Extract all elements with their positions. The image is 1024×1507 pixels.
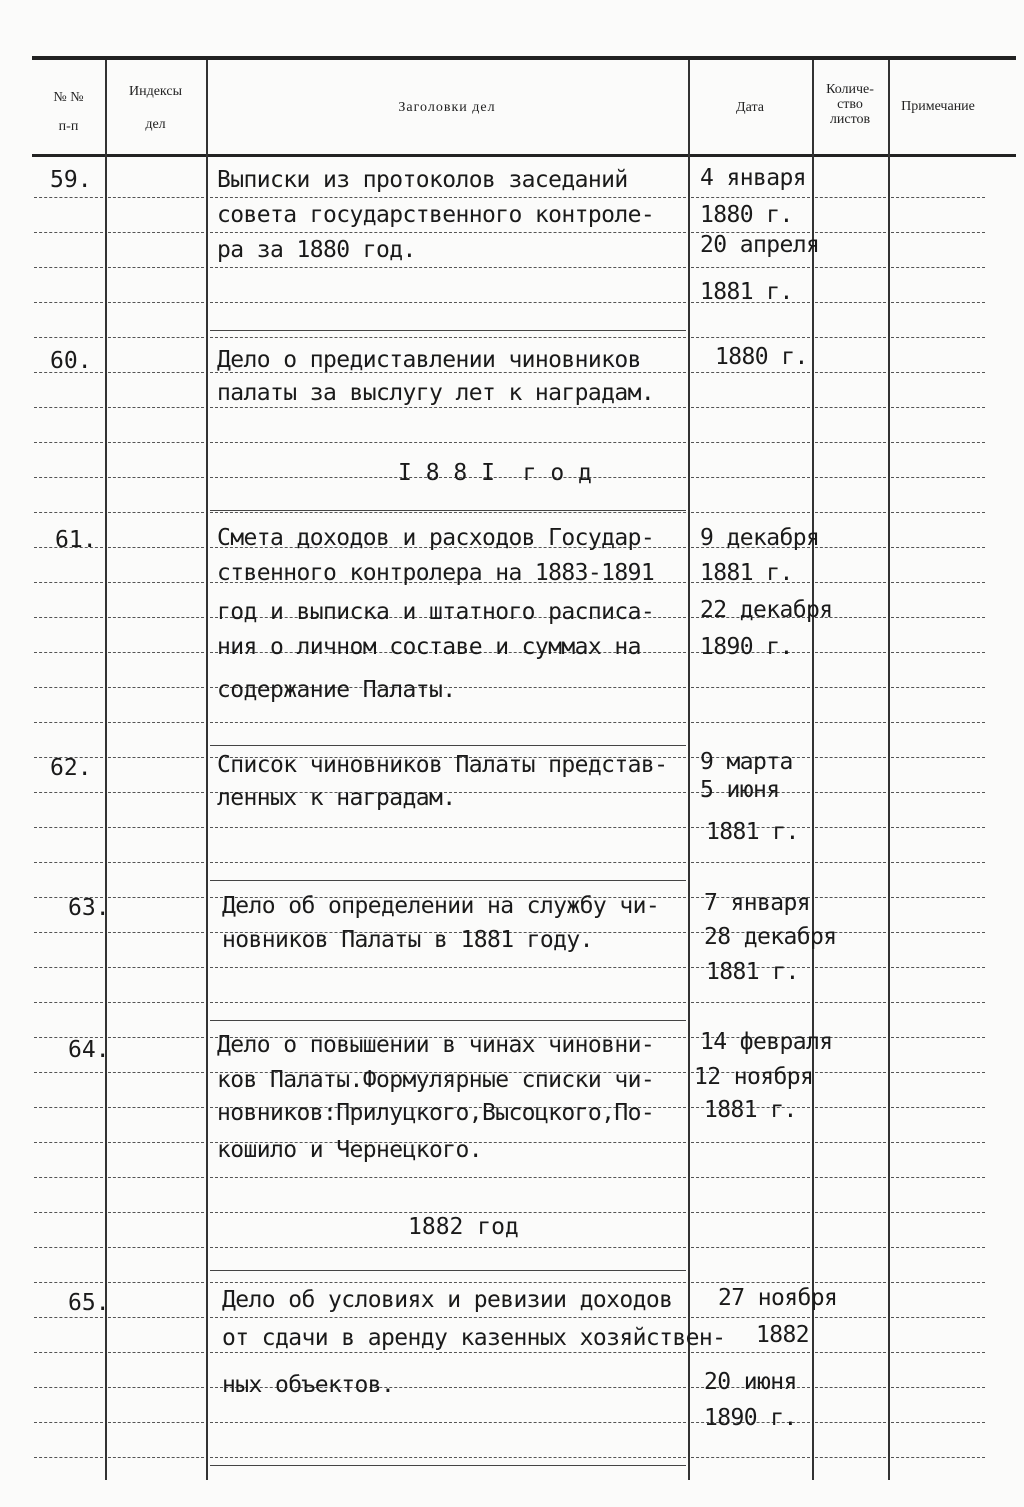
ruled-line [210,967,686,969]
entry-title-line: Дело о предиставлении чиновников [217,347,641,373]
ruled-line [210,267,686,269]
ruled-line [891,827,985,829]
ruled-line [34,792,103,794]
ruled-line [815,897,886,899]
ruled-line [815,512,886,514]
row-separator [210,1270,686,1271]
row-separator [210,1020,686,1021]
ruled-line [34,687,103,689]
ruled-line [210,1317,686,1319]
ruled-line [210,862,686,864]
ruled-line [108,372,204,374]
entry-date-line: 1881 г. [700,560,793,586]
ruled-line [34,407,103,409]
entry-number: 60. [50,348,92,374]
ruled-line [815,337,886,339]
ruled-line [34,1352,103,1354]
ruled-line [210,337,686,339]
ruled-line [815,1142,886,1144]
ruled-line [210,722,686,724]
header-number-label: № № [53,90,84,105]
ruled-line [691,477,810,479]
ruled-line [815,687,886,689]
ruled-line [891,687,985,689]
ruled-line [108,302,204,304]
ruled-line [108,1317,204,1319]
ruled-line [815,1177,886,1179]
ruled-line [108,687,204,689]
entry-title-line: ра за 1880 год. [217,237,416,263]
entry-date-line: 9 декабря [700,525,820,551]
entry-title-line: Дело об условиях и ревизии доходов [222,1287,673,1313]
ruled-line [891,967,985,969]
column-divider [105,60,107,1480]
ruled-line [691,1457,810,1459]
column-divider [888,60,890,1480]
ruled-line [108,1107,204,1109]
ruled-line [691,337,810,339]
ruled-line [108,967,204,969]
ruled-line [815,827,886,829]
entry-title-line: Дело об определении на службу чи- [222,893,660,919]
ruled-line [34,1282,103,1284]
ruled-line [691,687,810,689]
header-index-sub: дел [145,117,166,132]
entry-title-line: палаты за выслугу лет к наградам. [217,380,655,406]
header-index-label: Индексы [128,84,182,99]
ruled-line [210,232,686,234]
ruled-line [815,1387,886,1389]
entry-date-line: 22 декабря [700,597,833,623]
year-heading: 1882 год [408,1214,519,1240]
ruled-line [891,442,985,444]
row-separator [210,880,686,881]
ruled-line [108,267,204,269]
ruled-line [815,1282,886,1284]
ruled-line [815,407,886,409]
entry-number: 59. [50,167,92,193]
ruled-line [891,1247,985,1249]
entry-date-line: 9 марта [700,749,793,775]
ruled-line [891,477,985,479]
ruled-line [815,302,886,304]
entry-title-line: год и выписка и штатного расписа- [217,599,655,625]
ruled-line [210,407,686,409]
ruled-line [210,827,686,829]
ruled-line [108,512,204,514]
ruled-line [108,1142,204,1144]
ruled-line [891,1002,985,1004]
ruled-line [691,407,810,409]
ruled-line [891,1352,985,1354]
ruled-line [891,512,985,514]
entry-date-line: 5 июня [700,777,780,803]
ruled-line [108,232,204,234]
ruled-line [108,792,204,794]
entry-date-line: 14 февраля [700,1029,833,1055]
ruled-line [108,617,204,619]
ruled-line [108,1352,204,1354]
ruled-line [891,862,985,864]
ruled-line [691,267,810,269]
ruled-line [891,372,985,374]
entry-date-line: 1890 г. [700,634,793,660]
ruled-line [108,827,204,829]
ruled-line [815,267,886,269]
header-index [105,82,206,134]
entry-number: 62. [50,755,92,781]
entry-date-line: 1881 г. [704,1097,797,1123]
ruled-line [691,512,810,514]
ruled-line [108,1387,204,1389]
entry-date-line: 1881 г. [706,959,799,985]
entry-number: 65. [68,1290,110,1316]
ruled-line [108,1072,204,1074]
row-separator [210,510,686,511]
entry-date-line: 1890 г. [704,1405,797,1431]
ruled-line [34,512,103,514]
ruled-line [210,512,686,514]
year-heading: I 8 8 I г о д [398,460,592,486]
ruled-line [108,1422,204,1424]
entry-number: 61. [55,527,97,553]
ruled-line [34,477,103,479]
entry-date-line: 27 ноября [718,1285,838,1311]
ruled-line [210,442,686,444]
entry-date-line: 1881 г. [700,279,793,305]
ruled-line [108,1457,204,1459]
ruled-line [815,1072,886,1074]
ruled-line [691,442,810,444]
ruled-line [34,1142,103,1144]
ruled-line [108,1002,204,1004]
ruled-line [34,1002,103,1004]
header-sheets [812,82,888,127]
ruled-line [891,652,985,654]
ruled-line [891,1037,985,1039]
entry-date-line: 12 ноября [694,1064,814,1090]
ruled-line [691,372,810,374]
ruled-line [108,477,204,479]
ruled-line [891,757,985,759]
ruled-line [815,1352,886,1354]
entry-number: 64. [68,1037,110,1063]
ruled-line [891,1282,985,1284]
ruled-line [108,407,204,409]
entry-title-line: совета государственного контроле- [217,202,655,228]
ruled-line [108,897,204,899]
entry-title-line: Список чиновников Палаты представ- [217,752,668,778]
column-divider [688,60,690,1480]
ruled-line [210,1282,686,1284]
entry-date-line: 4 января [700,165,806,191]
ruled-line [691,1317,810,1319]
entry-date-line: 1881 г. [706,819,799,845]
ruled-line [891,1212,985,1214]
ruled-line [891,407,985,409]
ruled-line [815,722,886,724]
ruled-line [210,1247,686,1249]
ruled-line [108,1212,204,1214]
ruled-line [891,1317,985,1319]
ruled-line [108,1247,204,1249]
ruled-line [34,652,103,654]
ruled-line [210,1002,686,1004]
ruled-line [34,967,103,969]
entry-date-line: 20 июня [704,1369,797,1395]
ruled-line [34,827,103,829]
ruled-line [891,1177,985,1179]
ruled-line [691,1002,810,1004]
entry-title-line: Выписки из протоколов заседаний [217,167,628,193]
ruled-line [891,302,985,304]
ruled-line [815,477,886,479]
ruled-line [891,722,985,724]
ruled-line [815,372,886,374]
ruled-line [815,1317,886,1319]
ruled-line [891,1107,985,1109]
ruled-line [815,1107,886,1109]
ruled-line [108,197,204,199]
header-note: Примечание [901,99,975,114]
ruled-line [34,197,103,199]
entry-title-line: ных объектов. [222,1372,395,1398]
ruled-line [815,757,886,759]
ruled-line [891,197,985,199]
entry-date-line: 28 декабря [704,924,837,950]
header-sheets-line: Количе- [826,82,874,97]
entry-date-line: 1880 г. [715,344,808,370]
ruled-line [34,1247,103,1249]
header-date: Дата [736,100,764,115]
column-divider [206,60,208,1480]
header-number [32,88,105,136]
ruled-line [108,757,204,759]
ruled-line [815,1457,886,1459]
ruled-line [691,1142,810,1144]
ruled-line [691,1352,810,1354]
header-bottom-rule [32,154,1016,157]
ruled-line [691,722,810,724]
ruled-line [34,1212,103,1214]
entry-title-line: Дело о повышении в чинах чиновни- [217,1032,655,1058]
header-sheets-line: ство [837,97,863,112]
ruled-line [108,862,204,864]
ruled-line [108,1177,204,1179]
entry-title-line: ния о личном составе и суммах на [217,634,641,660]
entry-title-line: новников Палаты в 1881 году. [222,927,593,953]
ruled-line [210,302,686,304]
ruled-line [108,337,204,339]
entry-date-line: 7 января [704,890,810,916]
entry-date-line: 1880 г. [700,202,793,228]
header-title: Заголовки дел [398,100,496,115]
ruled-line [34,337,103,339]
entry-number: 63. [68,895,110,921]
ruled-line [210,1177,686,1179]
ruled-line [34,1177,103,1179]
ruled-line [815,1422,886,1424]
ruled-line [891,337,985,339]
table-top-rule [32,56,1016,60]
ruled-line [815,862,886,864]
ruled-line [815,652,886,654]
ruled-line [691,862,810,864]
ruled-line [34,1107,103,1109]
ruled-line [34,722,103,724]
row-separator [210,1465,686,1466]
ruled-line [691,1247,810,1249]
ruled-line [891,792,985,794]
ruled-line [891,267,985,269]
ruled-line [891,617,985,619]
ruled-line [34,617,103,619]
ruled-line [815,1247,886,1249]
ruled-line [108,1282,204,1284]
ruled-line [34,302,103,304]
ruled-line [815,232,886,234]
entry-title-line: ков Палаты.Формулярные списки чи- [217,1067,655,1093]
ruled-line [34,582,103,584]
entry-title-line: ленных к наградам. [217,785,456,811]
entry-title-line: ственного контролера на 1883-1891 [217,560,655,586]
ruled-line [891,1072,985,1074]
header-number-sub: п-п [58,119,79,134]
ruled-line [691,197,810,199]
ruled-line [815,547,886,549]
row-separator [210,745,686,746]
ruled-line [34,232,103,234]
ruled-line [891,1387,985,1389]
ruled-line [210,197,686,199]
ruled-line [34,442,103,444]
ruled-line [108,1037,204,1039]
ruled-line [108,442,204,444]
ruled-line [691,1212,810,1214]
ruled-line [34,932,103,934]
ruled-line [891,932,985,934]
ruled-line [34,862,103,864]
ruled-line [34,267,103,269]
ruled-line [34,1422,103,1424]
ruled-line [891,1457,985,1459]
ruled-line [108,722,204,724]
entry-title-line: Смета доходов и расходов Государ- [217,525,655,551]
entry-title-line: содержание Палаты. [217,677,456,703]
ruled-line [34,1457,103,1459]
ruled-line [891,582,985,584]
ruled-line [108,547,204,549]
ruled-line [891,547,985,549]
ruled-line [108,932,204,934]
ruled-line [891,897,985,899]
ruled-line [815,967,886,969]
ruled-line [815,1002,886,1004]
row-separator [210,330,686,331]
ruled-line [108,652,204,654]
ruled-line [34,1387,103,1389]
entry-title-line: кошило и Чернецкого. [217,1137,482,1163]
ruled-line [691,1282,810,1284]
ruled-line [210,1422,686,1424]
ruled-line [891,1422,985,1424]
entry-date-line: 20 апреля [700,232,820,258]
header-sheets-line: листов [829,112,871,127]
ruled-line [815,197,886,199]
ruled-line [210,1352,686,1354]
ruled-line [891,232,985,234]
ruled-line [210,1457,686,1459]
column-divider [812,60,814,1480]
ruled-line [34,1072,103,1074]
entry-title-line: новников:Прилуцкого,Высоцкого,По- [217,1100,655,1126]
ruled-line [691,1177,810,1179]
ruled-line [815,582,886,584]
ruled-line [108,582,204,584]
ruled-line [891,1142,985,1144]
ruled-line [815,792,886,794]
ruled-line [34,1317,103,1319]
ruled-line [815,442,886,444]
entry-date-line: 1882 [756,1322,809,1348]
ruled-line [815,1212,886,1214]
entry-title-line: от сдачи в аренду казенных хозяйствен- [222,1325,726,1351]
